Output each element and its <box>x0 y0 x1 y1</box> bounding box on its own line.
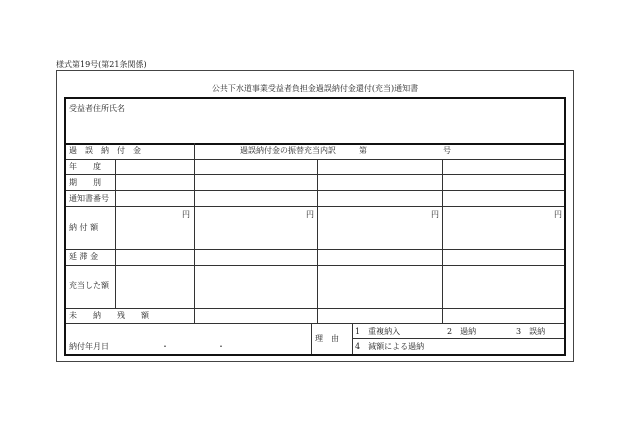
appropriation-header: 過誤納付金の振替充当内訳 <box>240 146 336 155</box>
row-divider <box>66 206 564 207</box>
payment-date-dots: ・ ・ <box>161 342 225 351</box>
yen-unit: 円 <box>431 210 439 219</box>
yen-unit: 円 <box>554 210 562 219</box>
row-divider <box>66 159 564 160</box>
row-appropriated-label: 充当した額 <box>69 281 109 290</box>
col-divider <box>352 323 353 354</box>
row-fiscal-year-label: 年 度 <box>69 162 101 171</box>
col-divider <box>311 323 312 354</box>
yen-unit: 円 <box>182 210 190 219</box>
row-payment-amount-label: 納 付 額 <box>69 223 99 232</box>
overpayment-header: 過 誤 納 付 金 <box>69 146 141 155</box>
row-divider <box>66 323 564 324</box>
row-divider <box>66 308 564 309</box>
recipient-label: 受益者住所氏名 <box>69 104 125 113</box>
payment-date-label: 納付年月日 <box>69 342 109 351</box>
row-notice-no-label: 通知書番号 <box>69 194 109 203</box>
go-label: 号 <box>443 146 451 155</box>
col-divider <box>317 159 318 323</box>
dai-label: 第 <box>359 146 367 155</box>
row-unpaid-label: 未 納 残 額 <box>69 311 149 320</box>
yen-unit: 円 <box>306 210 314 219</box>
row-divider <box>66 265 564 266</box>
col-divider <box>194 143 195 323</box>
row-divider <box>66 174 564 175</box>
reason-label: 理 由 <box>315 334 339 343</box>
reason-2: 2 過納 <box>447 327 477 336</box>
reason-3: 3 誤納 <box>516 327 546 336</box>
row-divider <box>352 338 564 339</box>
reason-4: 4 減額による過納 <box>355 342 425 351</box>
row-divider <box>66 190 564 191</box>
row-term-label: 期 別 <box>69 178 101 187</box>
col-divider <box>442 159 443 323</box>
reason-1: 1 重複納入 <box>355 327 401 336</box>
form-number: 様式第19号(第21条関係) <box>56 60 147 69</box>
row-late-fee-label: 延 滞 金 <box>69 252 99 261</box>
row-divider <box>66 143 564 145</box>
document-title: 公共下水道事業受益者負担金過誤納付金還付(充当)通知書 <box>211 84 419 93</box>
form-table <box>64 97 566 356</box>
col-divider <box>115 159 116 308</box>
row-divider <box>66 249 564 250</box>
